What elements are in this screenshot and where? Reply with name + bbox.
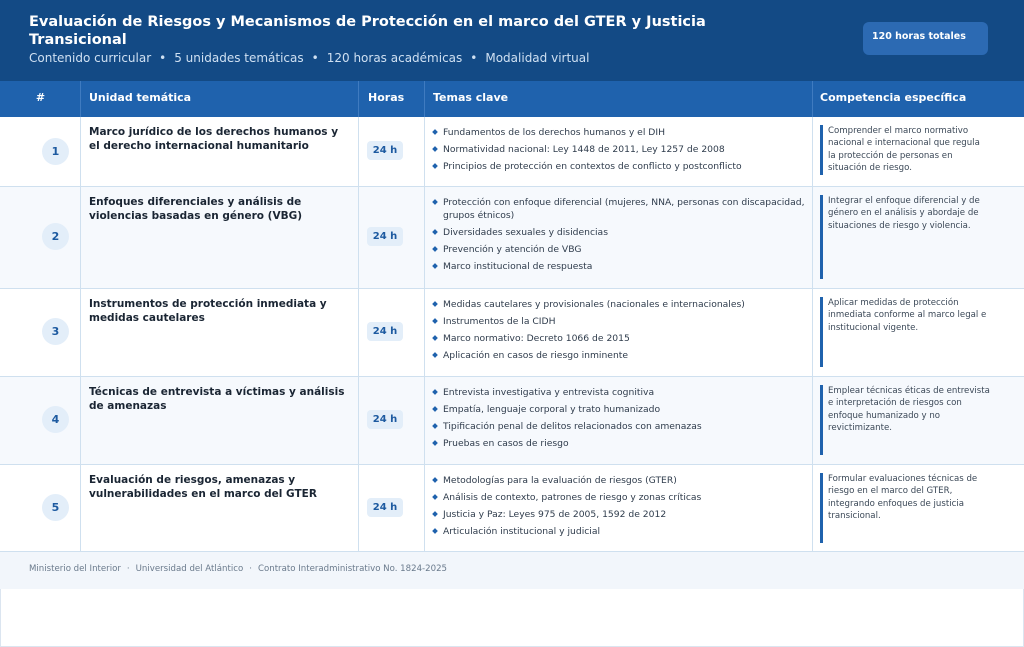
topic-item: Protección con enfoque diferencial (mujeres, NNA, personas con discapacidad, grupos étnicos) xyxy=(433,196,808,222)
column-header-number: # xyxy=(35,91,46,104)
topic-item: Principios de protección en contextos de conflicto y postconflicto xyxy=(433,160,808,173)
topic-item: Marco institucional de respuesta xyxy=(433,260,808,273)
topic-item: Entrevista investigativa y entrevista cognitiva xyxy=(433,386,808,399)
unit-title: Enfoques diferenciales y análisis de violencias basadas en género (VBG) xyxy=(89,196,302,222)
subtitle-separator: • xyxy=(159,51,167,65)
table-row xyxy=(0,289,1024,377)
page-subtitle xyxy=(29,51,589,65)
column-divider xyxy=(80,377,81,464)
table-row xyxy=(0,117,1024,187)
unit-title: Marco jurídico de los derechos humanos y el derecho internacional humanitario xyxy=(89,126,339,152)
unit-title: Instrumentos de protección inmediata y medidas cautelares xyxy=(89,298,327,324)
subtitle-item: Modalidad virtual xyxy=(485,51,590,65)
topic-item: Fundamentos de los derechos humanos y el DIH xyxy=(433,126,808,139)
topics-list xyxy=(433,474,808,542)
column-divider xyxy=(358,465,359,551)
table-row xyxy=(0,187,1024,289)
subtitle-separator: • xyxy=(311,51,319,65)
column-divider xyxy=(80,289,81,376)
topics-list xyxy=(433,126,808,177)
subtitle-separator: • xyxy=(470,51,478,65)
unit-number-badge: 2 xyxy=(42,223,69,250)
topic-item: Prevención y atención de VBG xyxy=(433,243,808,256)
column-divider xyxy=(812,289,813,376)
topics-list xyxy=(433,298,808,366)
column-divider xyxy=(80,117,81,186)
column-divider xyxy=(812,81,813,117)
hours-badge: 24 h xyxy=(367,498,403,517)
column-divider xyxy=(80,187,81,288)
unit-number-badge: 5 xyxy=(42,494,69,521)
unit-title: Técnicas de entrevista a víctimas y análisis de amenazas xyxy=(89,386,345,412)
topics-list xyxy=(433,386,808,454)
subtitle-item: Contenido curricular xyxy=(29,51,152,65)
column-divider xyxy=(812,117,813,186)
footer-item: Universidad del Atlántico xyxy=(135,564,244,574)
topic-item: Análisis de contexto, patrones de riesgo y zonas críticas xyxy=(433,491,808,504)
column-divider xyxy=(358,289,359,376)
footer-separator: · xyxy=(249,564,252,574)
table-row xyxy=(0,377,1024,465)
footer-item: Contrato Interadministrativo No. 1824-2025 xyxy=(257,564,448,574)
topic-item: Metodologías para la evaluación de riesgos (GTER) xyxy=(433,474,808,487)
column-divider xyxy=(80,465,81,551)
table-header xyxy=(0,81,1024,117)
footer-item: Ministerio del Interior xyxy=(29,564,121,574)
topic-item: Medidas cautelares y provisionales (nacionales e internacionales) xyxy=(433,298,808,311)
column-header-hours: Horas xyxy=(368,91,405,104)
subtitle-item: 5 unidades temáticas xyxy=(174,51,304,65)
competence-text: Emplear técnicas éticas de entrevista e interpretación de riesgos con enfoque humanizado y no revictimizante. xyxy=(820,385,990,455)
column-divider xyxy=(424,117,425,186)
column-divider xyxy=(424,81,425,117)
column-divider xyxy=(358,117,359,186)
hours-badge: 24 h xyxy=(367,410,403,429)
topic-item: Aplicación en casos de riesgo inminente xyxy=(433,349,808,362)
topic-item: Instrumentos de la CIDH xyxy=(433,315,808,328)
page-title: Evaluación de Riesgos y Mecanismos de Protección en el marco del GTER y Justicia Transicional xyxy=(29,14,706,48)
competence-text: Integrar el enfoque diferencial y de género en el análisis y abordaje de situaciones de riesgo y violencia. xyxy=(820,195,990,279)
subtitle-item: 120 horas académicas xyxy=(326,51,463,65)
page-header xyxy=(0,0,1024,81)
unit-title: Evaluación de riesgos, amenazas y vulnerabilidades en el marco del GTER xyxy=(89,474,317,500)
hours-badge: 24 h xyxy=(367,322,403,341)
column-divider xyxy=(424,289,425,376)
column-divider xyxy=(812,187,813,288)
competence-text: Formular evaluaciones técnicas de riesgo en el marco del GTER, integrando enfoques de justicia transicional. xyxy=(820,473,990,543)
competence-text: Aplicar medidas de protección inmediata conforme al marco legal e institucional vigente. xyxy=(820,297,990,367)
topics-list xyxy=(433,196,808,277)
topic-item: Marco normativo: Decreto 1066 de 2015 xyxy=(433,332,808,345)
footer-separator: · xyxy=(126,564,130,574)
column-header-unit: Unidad temática xyxy=(89,91,192,104)
column-header-topics: Temas clave xyxy=(433,91,509,104)
column-divider xyxy=(812,465,813,551)
topic-item: Normatividad nacional: Ley 1448 de 2011, Ley 1257 de 2008 xyxy=(433,143,808,156)
column-divider xyxy=(424,377,425,464)
total-hours-badge: 120 horas totales xyxy=(863,22,988,55)
table-row xyxy=(0,465,1024,552)
column-divider xyxy=(424,187,425,288)
page-bottom-area xyxy=(0,589,1024,647)
column-divider xyxy=(358,377,359,464)
column-header-competence: Competencia específica xyxy=(820,91,967,104)
unit-number-badge: 4 xyxy=(42,406,69,433)
competence-text: Comprender el marco normativo nacional e internacional que regula la protección de personas en situación de riesgo. xyxy=(820,125,990,175)
column-divider xyxy=(358,187,359,288)
topic-item: Pruebas en casos de riesgo xyxy=(433,437,808,450)
unit-number-badge: 1 xyxy=(42,138,69,165)
topic-item: Tipificación penal de delitos relacionados con amenazas xyxy=(433,420,808,433)
column-divider xyxy=(424,465,425,551)
column-divider xyxy=(358,81,359,117)
hours-badge: 24 h xyxy=(367,227,403,246)
column-divider xyxy=(812,377,813,464)
hours-badge: 24 h xyxy=(367,141,403,160)
topic-item: Empatía, lenguaje corporal y trato humanizado xyxy=(433,403,808,416)
topic-item: Diversidades sexuales y disidencias xyxy=(433,226,808,239)
page-footer xyxy=(0,552,1024,589)
unit-number-badge: 3 xyxy=(42,318,69,345)
topic-item: Justicia y Paz: Leyes 975 de 2005, 1592 de 2012 xyxy=(433,508,808,521)
column-divider xyxy=(80,81,81,117)
topic-item: Articulación institucional y judicial xyxy=(433,525,808,538)
